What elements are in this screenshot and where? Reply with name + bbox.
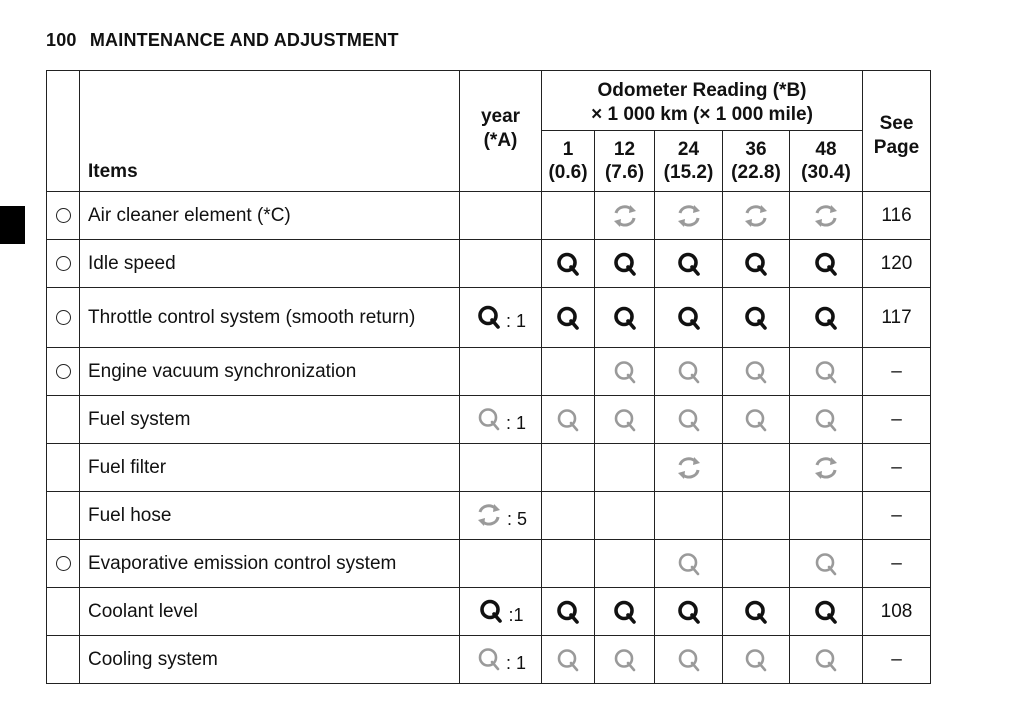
odometer-cell bbox=[595, 636, 655, 684]
inspect-icon bbox=[675, 361, 703, 382]
replace-icon bbox=[741, 205, 771, 226]
maintenance-schedule-table bbox=[46, 70, 931, 684]
odometer-km-value: 24 bbox=[677, 139, 700, 160]
year-interval-cell bbox=[460, 492, 542, 540]
odometer-cell bbox=[790, 636, 863, 684]
odometer-cell bbox=[723, 240, 790, 288]
see-page-value: – bbox=[863, 348, 931, 396]
odometer-cell bbox=[655, 192, 723, 240]
odometer-cell bbox=[790, 396, 863, 444]
odometer-cell bbox=[542, 288, 595, 348]
periodic-marker-cell bbox=[47, 492, 80, 540]
inspect-icon bbox=[812, 361, 840, 382]
year-interval: : 1 bbox=[505, 412, 526, 433]
circle-marker-icon bbox=[56, 556, 71, 571]
header-see-line1: See bbox=[879, 113, 914, 134]
odometer-cell bbox=[542, 636, 595, 684]
header-odometer-36 bbox=[723, 131, 790, 192]
odometer-cell bbox=[655, 288, 723, 348]
table-row bbox=[47, 492, 931, 540]
year-interval-cell bbox=[460, 588, 542, 636]
odometer-cell bbox=[655, 540, 723, 588]
inspect-icon bbox=[475, 307, 503, 328]
header-odometer-1 bbox=[542, 131, 595, 192]
periodic-marker-cell bbox=[47, 396, 80, 444]
inspect-icon bbox=[611, 361, 639, 382]
see-page-value: 120 bbox=[863, 240, 931, 288]
inspect-icon bbox=[812, 409, 840, 430]
odometer-cell bbox=[595, 492, 655, 540]
inspect-icon bbox=[675, 253, 703, 274]
odometer-mile-value: (30.4) bbox=[801, 162, 851, 183]
year-interval: :1 bbox=[508, 604, 524, 625]
odometer-cell bbox=[655, 636, 723, 684]
inspect-icon bbox=[742, 601, 770, 622]
header-odometer-line1: Odometer Reading (*B) bbox=[597, 79, 807, 101]
inspect-icon bbox=[554, 409, 582, 430]
header-see-line2: Page bbox=[873, 137, 920, 158]
odometer-cell bbox=[595, 540, 655, 588]
inspect-icon bbox=[812, 601, 840, 622]
page-number: 100 bbox=[46, 30, 77, 50]
odometer-cell bbox=[542, 540, 595, 588]
header-odometer-line2: × 1 000 km (× 1 000 mile) bbox=[591, 103, 813, 125]
table-row bbox=[47, 288, 931, 348]
odometer-cell bbox=[595, 588, 655, 636]
see-page-value: 116 bbox=[863, 192, 931, 240]
see-page-value: – bbox=[863, 636, 931, 684]
odometer-cell bbox=[655, 396, 723, 444]
table-row bbox=[47, 588, 931, 636]
see-page-value: 108 bbox=[863, 588, 931, 636]
circle-marker-icon bbox=[56, 310, 71, 325]
odometer-cell bbox=[723, 192, 790, 240]
table-row bbox=[47, 348, 931, 396]
odometer-km-value: 36 bbox=[745, 139, 767, 160]
table-row bbox=[47, 540, 931, 588]
table-row bbox=[47, 192, 931, 240]
odometer-km-value: 48 bbox=[815, 139, 837, 160]
odometer-cell bbox=[655, 588, 723, 636]
table-row bbox=[47, 444, 931, 492]
odometer-cell bbox=[542, 240, 595, 288]
year-interval-cell bbox=[460, 636, 542, 684]
periodic-marker-cell bbox=[47, 444, 80, 492]
inspect-icon bbox=[554, 601, 582, 622]
odometer-mile-value: (0.6) bbox=[548, 162, 588, 183]
periodic-marker-cell bbox=[47, 636, 80, 684]
inspect-icon bbox=[611, 649, 639, 670]
table-row bbox=[47, 396, 931, 444]
header-see-page bbox=[863, 71, 931, 192]
inspect-icon bbox=[675, 553, 703, 574]
periodic-marker-cell bbox=[47, 192, 80, 240]
replace-icon bbox=[674, 457, 704, 478]
inspect-icon bbox=[475, 409, 503, 430]
item-name: Cooling system bbox=[80, 636, 460, 684]
see-page-value: – bbox=[863, 444, 931, 492]
inspect-icon bbox=[554, 253, 582, 274]
year-interval: : 5 bbox=[506, 508, 527, 529]
inspect-icon bbox=[812, 307, 840, 328]
replace-icon bbox=[474, 505, 504, 526]
odometer-cell bbox=[790, 588, 863, 636]
item-name: Engine vacuum synchronization bbox=[80, 348, 460, 396]
item-name: Evaporative emission control system bbox=[80, 540, 460, 588]
odometer-cell bbox=[595, 288, 655, 348]
item-name: Air cleaner element (*C) bbox=[80, 192, 460, 240]
odometer-cell bbox=[655, 240, 723, 288]
inspect-icon bbox=[742, 307, 770, 328]
table-row bbox=[47, 240, 931, 288]
odometer-cell bbox=[790, 444, 863, 492]
odometer-cell bbox=[790, 492, 863, 540]
year-interval-cell bbox=[460, 444, 542, 492]
year-interval-cell bbox=[460, 540, 542, 588]
odometer-cell bbox=[723, 348, 790, 396]
inspect-icon bbox=[742, 361, 770, 382]
inspect-icon bbox=[477, 601, 505, 622]
odometer-cell bbox=[655, 444, 723, 492]
odometer-cell bbox=[542, 192, 595, 240]
periodic-marker-cell bbox=[47, 540, 80, 588]
replace-icon bbox=[674, 205, 704, 226]
page-header bbox=[46, 30, 399, 51]
header-odometer-24 bbox=[655, 131, 723, 192]
table-row bbox=[47, 636, 931, 684]
odometer-cell bbox=[542, 348, 595, 396]
odometer-cell bbox=[790, 540, 863, 588]
odometer-km-value: 1 bbox=[562, 139, 574, 160]
odometer-cell bbox=[542, 492, 595, 540]
periodic-marker-cell bbox=[47, 588, 80, 636]
odometer-cell bbox=[595, 240, 655, 288]
odometer-cell bbox=[595, 348, 655, 396]
item-name: Fuel system bbox=[80, 396, 460, 444]
odometer-km-value: 12 bbox=[613, 139, 636, 160]
header-odometer-12 bbox=[595, 131, 655, 192]
inspect-icon bbox=[812, 553, 840, 574]
odometer-cell bbox=[655, 492, 723, 540]
circle-marker-icon bbox=[56, 256, 71, 271]
year-interval-cell bbox=[460, 240, 542, 288]
inspect-icon bbox=[611, 601, 639, 622]
odometer-cell bbox=[723, 492, 790, 540]
year-interval-cell bbox=[460, 396, 542, 444]
inspect-icon bbox=[675, 409, 703, 430]
see-page-value: – bbox=[863, 540, 931, 588]
header-circle-col bbox=[47, 71, 80, 192]
replace-icon bbox=[610, 205, 640, 226]
item-name: Fuel hose bbox=[80, 492, 460, 540]
periodic-marker-cell bbox=[47, 240, 80, 288]
item-name: Fuel filter bbox=[80, 444, 460, 492]
odometer-cell bbox=[723, 444, 790, 492]
item-name: Idle speed bbox=[80, 240, 460, 288]
replace-icon bbox=[811, 457, 841, 478]
year-interval-cell bbox=[460, 288, 542, 348]
see-page-value: – bbox=[863, 396, 931, 444]
year-interval: : 1 bbox=[505, 652, 526, 673]
odometer-cell bbox=[723, 396, 790, 444]
odometer-cell bbox=[790, 192, 863, 240]
year-interval-cell bbox=[460, 192, 542, 240]
odometer-mile-value: (7.6) bbox=[604, 162, 645, 183]
year-interval-cell bbox=[460, 348, 542, 396]
odometer-cell bbox=[790, 288, 863, 348]
section-title: MAINTENANCE AND ADJUSTMENT bbox=[89, 30, 399, 50]
replace-icon bbox=[811, 205, 841, 226]
periodic-marker-cell bbox=[47, 348, 80, 396]
odometer-cell bbox=[723, 540, 790, 588]
item-name: Throttle control system (smooth return) bbox=[80, 288, 460, 348]
inspect-icon bbox=[675, 307, 703, 328]
inspect-icon bbox=[812, 253, 840, 274]
inspect-icon bbox=[475, 649, 503, 670]
inspect-icon bbox=[611, 253, 639, 274]
odometer-cell bbox=[723, 588, 790, 636]
header-year-line2: (*A) bbox=[483, 130, 518, 151]
odometer-cell bbox=[790, 348, 863, 396]
inspect-icon bbox=[742, 649, 770, 670]
inspect-icon bbox=[675, 601, 703, 622]
inspect-icon bbox=[554, 649, 582, 670]
odometer-cell bbox=[595, 444, 655, 492]
odometer-mile-value: (22.8) bbox=[731, 162, 781, 183]
item-name: Coolant level bbox=[80, 588, 460, 636]
inspect-icon bbox=[611, 307, 639, 328]
inspect-icon bbox=[742, 409, 770, 430]
odometer-cell bbox=[542, 444, 595, 492]
inspect-icon bbox=[742, 253, 770, 274]
odometer-cell bbox=[542, 588, 595, 636]
header-odometer bbox=[542, 71, 863, 131]
header-year bbox=[460, 71, 542, 192]
see-page-value: – bbox=[863, 492, 931, 540]
periodic-marker-cell bbox=[47, 288, 80, 348]
section-tab-marker bbox=[0, 206, 25, 244]
odometer-cell bbox=[595, 396, 655, 444]
header-year-line1: year bbox=[480, 106, 521, 127]
odometer-cell bbox=[790, 240, 863, 288]
odometer-cell bbox=[655, 348, 723, 396]
odometer-cell bbox=[723, 636, 790, 684]
odometer-cell bbox=[723, 288, 790, 348]
inspect-icon bbox=[812, 649, 840, 670]
circle-marker-icon bbox=[56, 364, 71, 379]
circle-marker-icon bbox=[56, 208, 71, 223]
inspect-icon bbox=[554, 307, 582, 328]
inspect-icon bbox=[611, 409, 639, 430]
odometer-cell bbox=[595, 192, 655, 240]
header-odometer-48 bbox=[790, 131, 863, 192]
header-items: Items bbox=[80, 71, 460, 192]
year-interval: : 1 bbox=[505, 310, 526, 331]
odometer-mile-value: (15.2) bbox=[663, 162, 714, 183]
odometer-cell bbox=[542, 396, 595, 444]
see-page-value: 117 bbox=[863, 288, 931, 348]
inspect-icon bbox=[675, 649, 703, 670]
